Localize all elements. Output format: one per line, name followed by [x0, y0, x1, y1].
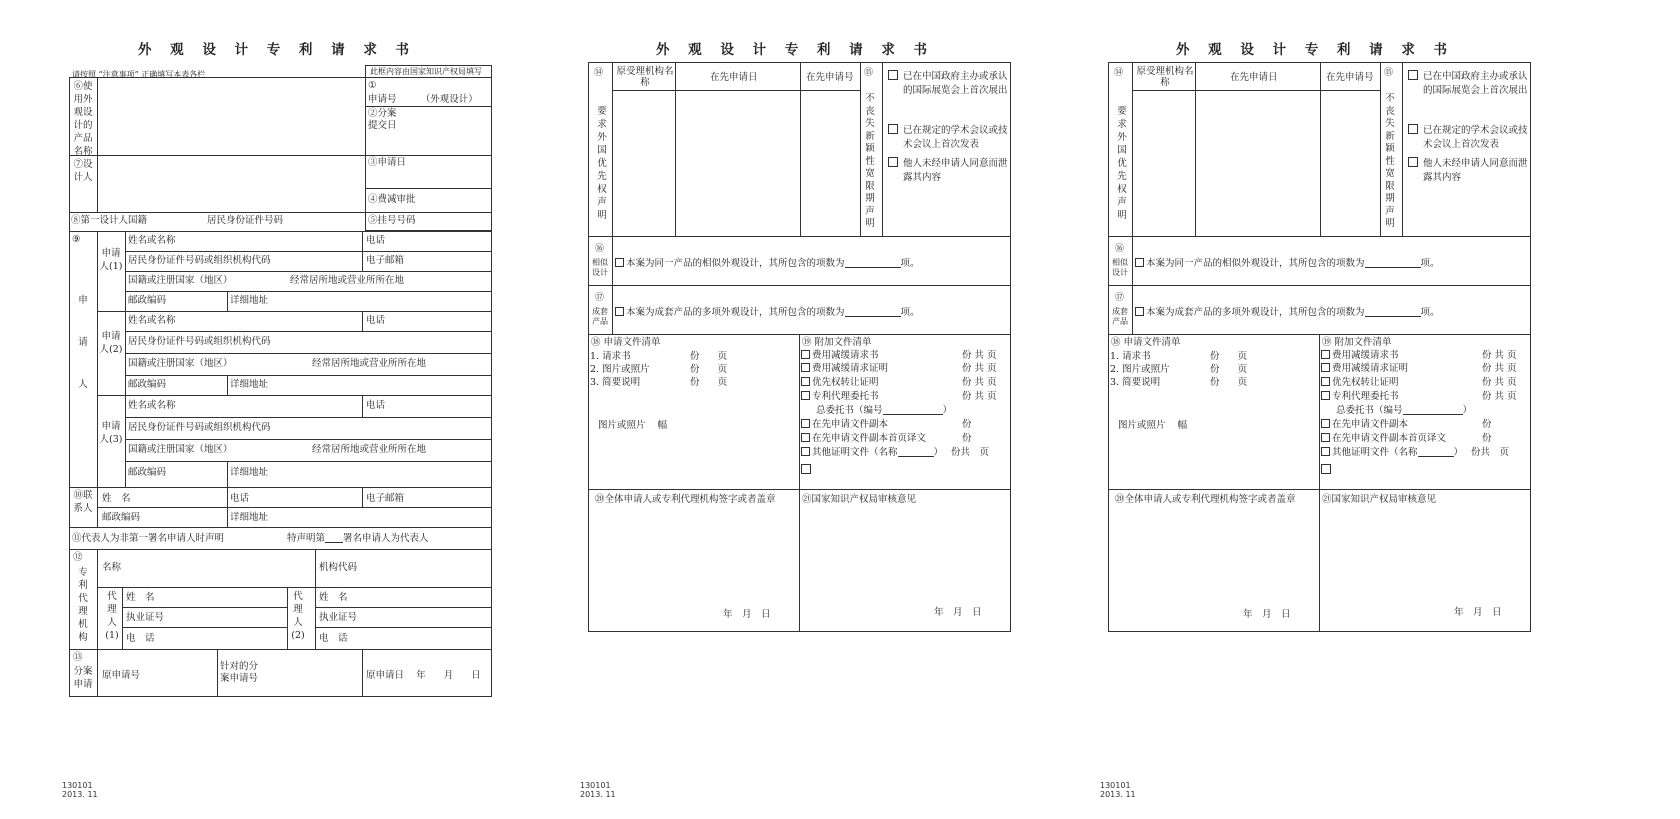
grace-option-3: 他人未经申请人同意而泄露其内容: [903, 158, 1008, 183]
col-office: 原受理机构名称: [1136, 66, 1194, 88]
applicant-3-id: 居民身份证件号码或组织机构代码: [128, 422, 271, 433]
grace-option-1: 已在中国政府主办或承认的国际展览会上首次展出: [903, 71, 1008, 96]
contact-name: 姓 名: [102, 493, 131, 504]
review-opinion-label: ㉑国家知识产权局审核意见: [1322, 494, 1437, 505]
prior-copy-checkbox[interactable]: [1321, 419, 1330, 428]
similar-checkbox[interactable]: [615, 258, 624, 267]
grace-option-3-checkbox[interactable]: [888, 157, 898, 167]
attached-item-4-checkbox[interactable]: [801, 391, 810, 400]
pictures-count: 图片或照片 幅: [598, 420, 668, 431]
attached-item-4-copies: 份 共 页: [1482, 391, 1517, 402]
applicant-2-postal: 邮政编码: [128, 379, 167, 390]
form-page-3: [1100, 0, 1620, 819]
signature-date: 年 月 日: [1243, 609, 1291, 620]
prior-copy-count: 份: [1482, 419, 1492, 430]
applicant-1-phone: 电话: [366, 235, 386, 246]
attached-item-3-copies: 份 共 页: [962, 377, 997, 388]
prior-translation: 在先申请文件副本首页译文: [1321, 433, 1446, 445]
form-page-2: [580, 0, 1100, 819]
attached-item-3-checkbox[interactable]: [1321, 377, 1330, 386]
applicant-1-id: 居民身份证件号码或组织机构代码: [128, 255, 271, 266]
other-certificate-count: 份共 页: [951, 447, 990, 458]
attached-item-1-copies: 份 共 页: [1482, 350, 1517, 361]
applicant-3-name: 姓名或名称: [128, 400, 176, 411]
agent-2-name: 姓 名: [319, 592, 348, 603]
file-item-1: 1. 请求书: [590, 351, 631, 362]
prior-translation: 在先申请文件副本首页译文: [801, 433, 926, 445]
attached-item-1: 费用减缓请求书: [801, 350, 879, 362]
applicant-2-residence: 经常居所地或营业所所在地: [312, 358, 427, 369]
divisional-number: ⑬: [73, 652, 83, 663]
applicants-number: ⑨: [72, 234, 81, 245]
file-item-1-copies: 份 页: [1210, 351, 1248, 362]
grace-option-2: 已在规定的学术会议或技术会议上首次发表: [1423, 125, 1528, 150]
file-item-1-copies: 份 页: [690, 351, 728, 362]
review-opinion-label: ㉑国家知识产权局审核意见: [802, 494, 917, 505]
office-use-box: [365, 65, 492, 231]
other-certificate: 其他证明文件（名称 ）: [801, 447, 943, 459]
set-number: ⑰: [1115, 293, 1125, 303]
first-designer-nationality: ⑧第一设计人国籍: [71, 215, 148, 226]
representative-declaration: ⑪代表人为非第一署名申请人时声明: [72, 533, 225, 544]
attached-item-3-copies: 份 共 页: [1482, 377, 1517, 388]
attached-item-4: 专利代理委托书: [801, 391, 879, 403]
attached-item-2-copies: 份 共 页: [1482, 363, 1517, 374]
priority-number: ⑭: [1114, 68, 1124, 78]
file-item-3: 3. 简要说明: [590, 377, 641, 388]
form-code: 130101 2013. 11: [1100, 781, 1136, 799]
attached-item-3: 优先权转让证明: [1321, 377, 1399, 389]
prior-copy-checkbox[interactable]: [801, 419, 810, 428]
set-product-text: 本案为成套产品的多项外观设计，其所包含的项数为 项。: [615, 307, 920, 319]
agent-2-phone: 电 话: [319, 633, 348, 644]
agent-2-label: 代理人(2): [291, 591, 305, 641]
grace-number: ⑮: [1384, 68, 1394, 78]
applicant-2-id: 居民身份证件号码或组织机构代码: [128, 336, 271, 347]
similar-number: ⑯: [595, 244, 605, 254]
applicant-2-label: 申请人(2): [99, 331, 123, 355]
prior-translation-checkbox[interactable]: [801, 433, 810, 442]
attached-item-2: 费用减缓请求证明: [1321, 363, 1408, 375]
col-prior-date: 在先申请日: [710, 72, 758, 83]
applicant-3-postal: 邮政编码: [128, 467, 167, 478]
set-number: ⑰: [595, 293, 605, 303]
applicant-1-address: 详细地址: [230, 295, 269, 306]
applicant-1-postal: 邮政编码: [128, 295, 167, 306]
fill-instruction: 请按照 “注意事项” 正确填写本表各栏: [72, 70, 206, 79]
grace-option-3-checkbox[interactable]: [1408, 157, 1418, 167]
designer-label: ⑦设计人: [73, 159, 93, 183]
attached-item-4-copies: 份 共 页: [962, 391, 997, 402]
agency-code: 机构代码: [319, 562, 358, 573]
applicants-label: 申请人: [78, 295, 88, 390]
applicant-1-email: 电子邮箱: [366, 255, 405, 266]
target-divisional-number: 针对的分 案申请号: [220, 661, 259, 684]
application-date-label: ③申请日: [368, 157, 407, 168]
grace-label: 不丧失新颖性宽限期声明: [865, 93, 875, 229]
set-label: 成套产品: [592, 307, 608, 326]
file-list-title: ⑱ 申请文件清单: [591, 337, 661, 348]
applicant-3-residence: 经常居所地或营业所所在地: [312, 444, 427, 455]
applicant-2-nationality: 国籍或注册国家（地区）: [128, 358, 233, 369]
applicant-1-residence: 经常居所地或营业所所在地: [290, 275, 405, 286]
prior-translation-count: 份: [1482, 433, 1492, 444]
prior-translation-checkbox[interactable]: [1321, 433, 1330, 442]
contact-email: 电子邮箱: [366, 493, 405, 504]
product-name-label: ⑥使用外观设计的产品名称: [73, 81, 93, 157]
agency-name: 名称: [102, 562, 122, 573]
grace-option-2-checkbox[interactable]: [888, 124, 898, 134]
divisional-label: 分案申请: [73, 666, 93, 690]
file-item-2-copies: 份 页: [690, 364, 728, 375]
file-item-3-copies: 份 页: [1210, 377, 1248, 388]
agent-1-phone: 电 话: [126, 633, 155, 644]
priority-label: 要求外国优先权声明: [597, 106, 607, 221]
attached-item-3: 优先权转让证明: [801, 377, 879, 389]
attached-item-2-copies: 份 共 页: [962, 363, 997, 374]
prior-copy-count: 份: [962, 419, 972, 430]
extra-checkbox[interactable]: [1321, 464, 1331, 474]
applicant-2-name: 姓名或名称: [128, 315, 176, 326]
extra-checkbox[interactable]: [801, 464, 811, 474]
attached-item-1-checkbox[interactable]: [1321, 350, 1330, 359]
agency-label: 专利代理机构: [78, 567, 88, 643]
grace-label: 不丧失新颖性宽限期声明: [1385, 93, 1395, 229]
other-certificate-checkbox[interactable]: [801, 447, 810, 456]
applicant-3-nationality: 国籍或注册国家（地区）: [128, 444, 233, 455]
applicant-1-label: 申请人(1): [99, 248, 123, 272]
divisional-submit-label: ②分案 提交日: [368, 108, 397, 131]
attached-item-1: 费用减缓请求书: [1321, 350, 1399, 362]
grace-option-1-checkbox[interactable]: [888, 70, 898, 80]
registered-mail-label: ⑤挂号号码: [368, 215, 416, 226]
file-item-1: 1. 请求书: [1110, 351, 1151, 362]
signature-date: 年 月 日: [723, 609, 771, 620]
prior-copy: 在先申请文件副本: [801, 419, 888, 431]
applicant-2-address: 详细地址: [230, 379, 269, 390]
agent-1-name: 姓 名: [126, 592, 155, 603]
applicant-1-nationality: 国籍或注册国家（地区）: [128, 275, 233, 286]
attached-list-title: ⑲ 附加文件清单: [802, 337, 872, 348]
applicant-3-label: 申请人(3): [99, 421, 123, 445]
signature-label: ⑳全体申请人或专利代理机构签字或者盖章: [595, 494, 776, 505]
applicant-3-address: 详细地址: [230, 467, 269, 478]
prior-translation-count: 份: [962, 433, 972, 444]
similar-design-text: 本案为同一产品的相似外观设计，其所包含的项数为 项。: [1135, 258, 1440, 270]
review-date: 年 月 日: [1454, 607, 1502, 618]
attached-item-4: 专利代理委托书: [1321, 391, 1399, 403]
priority-number: ⑭: [594, 68, 604, 78]
attached-item-2-checkbox[interactable]: [801, 363, 810, 372]
contact-address: 详细地址: [230, 512, 269, 523]
form-code: 130101 2013. 11: [580, 781, 616, 799]
grace-option-3: 他人未经申请人同意而泄露其内容: [1423, 158, 1528, 183]
application-number-label: 申请号 （外观设计）: [368, 94, 478, 105]
set-checkbox[interactable]: [615, 307, 624, 316]
file-list-title: ⑱ 申请文件清单: [1111, 337, 1181, 348]
col-prior-number: 在先申请号: [1326, 72, 1374, 83]
similar-design-text: 本案为同一产品的相似外观设计，其所包含的项数为 项。: [615, 258, 920, 270]
applicant-3-phone: 电话: [366, 400, 386, 411]
file-item-2-copies: 份 页: [1210, 364, 1248, 375]
similar-checkbox[interactable]: [1135, 258, 1144, 267]
attached-item-2: 费用减缓请求证明: [801, 363, 888, 375]
original-application-date: 原申请日 年 月 日: [366, 670, 481, 681]
similar-label: 相似设计: [1112, 258, 1128, 277]
other-certificate: 其他证明文件（名称 ）: [1321, 447, 1463, 459]
col-prior-number: 在先申请号: [806, 72, 854, 83]
file-item-2: 2. 图片或照片: [590, 364, 650, 375]
grace-option-2-checkbox[interactable]: [1408, 124, 1418, 134]
form-code: 130101 2013. 11: [62, 781, 98, 799]
priority-label: 要求外国优先权声明: [1117, 106, 1127, 221]
file-item-2: 2. 图片或照片: [1110, 364, 1170, 375]
agency-number: ⑫: [73, 552, 83, 563]
page-title: 外 观 设 计 专 利 请 求 书: [137, 42, 417, 58]
contact-label: ⑩联系人: [73, 490, 93, 514]
form-page-1: [62, 0, 582, 819]
other-certificate-checkbox[interactable]: [1321, 447, 1330, 456]
file-item-3: 3. 简要说明: [1110, 377, 1161, 388]
fee-reduction-label: ④费减审批: [368, 194, 416, 205]
representative-statement: 特声明第 署名申请人为代表人: [287, 533, 429, 544]
grace-number: ⑮: [864, 68, 874, 78]
grace-option-1-checkbox[interactable]: [1408, 70, 1418, 80]
first-designer-id: 居民身份证件号码: [207, 215, 284, 226]
grace-option-1: 已在中国政府主办或承认的国际展览会上首次展出: [1423, 71, 1528, 96]
general-power-attorney: 总委托书（编号 ）: [1336, 405, 1473, 416]
attached-item-1-checkbox[interactable]: [801, 350, 810, 359]
pictures-count: 图片或照片 幅: [1118, 420, 1188, 431]
office-use-note: 此框内容由国家知识产权局填写: [370, 67, 482, 76]
receipt-number-label: ①: [368, 80, 377, 91]
similar-number: ⑯: [1115, 244, 1125, 254]
contact-phone: 电话: [230, 493, 250, 504]
file-item-3-copies: 份 页: [690, 377, 728, 388]
signature-label: ⑳全体申请人或专利代理机构签字或者盖章: [1115, 494, 1296, 505]
attached-item-3-checkbox[interactable]: [801, 377, 810, 386]
other-certificate-count: 份共 页: [1471, 447, 1510, 458]
applicant-2-phone: 电话: [366, 315, 386, 326]
attached-item-1-copies: 份 共 页: [962, 350, 997, 361]
prior-copy: 在先申请文件副本: [1321, 419, 1408, 431]
original-application-number: 原申请号: [102, 670, 141, 681]
set-product-text: 本案为成套产品的多项外观设计，其所包含的项数为 项。: [1135, 307, 1440, 319]
set-checkbox[interactable]: [1135, 307, 1144, 316]
page-title: 外 观 设 计 专 利 请 求 书: [1175, 42, 1455, 58]
agent-1-license: 执业证号: [126, 612, 165, 623]
attached-item-4-checkbox[interactable]: [1321, 391, 1330, 400]
contact-postal: 邮政编码: [102, 512, 141, 523]
col-prior-date: 在先申请日: [1230, 72, 1278, 83]
grace-option-2: 已在规定的学术会议或技术会议上首次发表: [903, 125, 1008, 150]
review-date: 年 月 日: [934, 607, 982, 618]
agent-2-license: 执业证号: [319, 612, 358, 623]
similar-label: 相似设计: [592, 258, 608, 277]
applicant-1-name: 姓名或名称: [128, 235, 176, 246]
set-label: 成套产品: [1112, 307, 1128, 326]
attached-item-2-checkbox[interactable]: [1321, 363, 1330, 372]
page-title: 外 观 设 计 专 利 请 求 书: [655, 42, 935, 58]
attached-list-title: ⑲ 附加文件清单: [1322, 337, 1392, 348]
general-power-attorney: 总委托书（编号 ）: [816, 405, 953, 416]
col-office: 原受理机构名称: [616, 66, 674, 88]
agent-1-label: 代理人(1): [105, 591, 119, 641]
